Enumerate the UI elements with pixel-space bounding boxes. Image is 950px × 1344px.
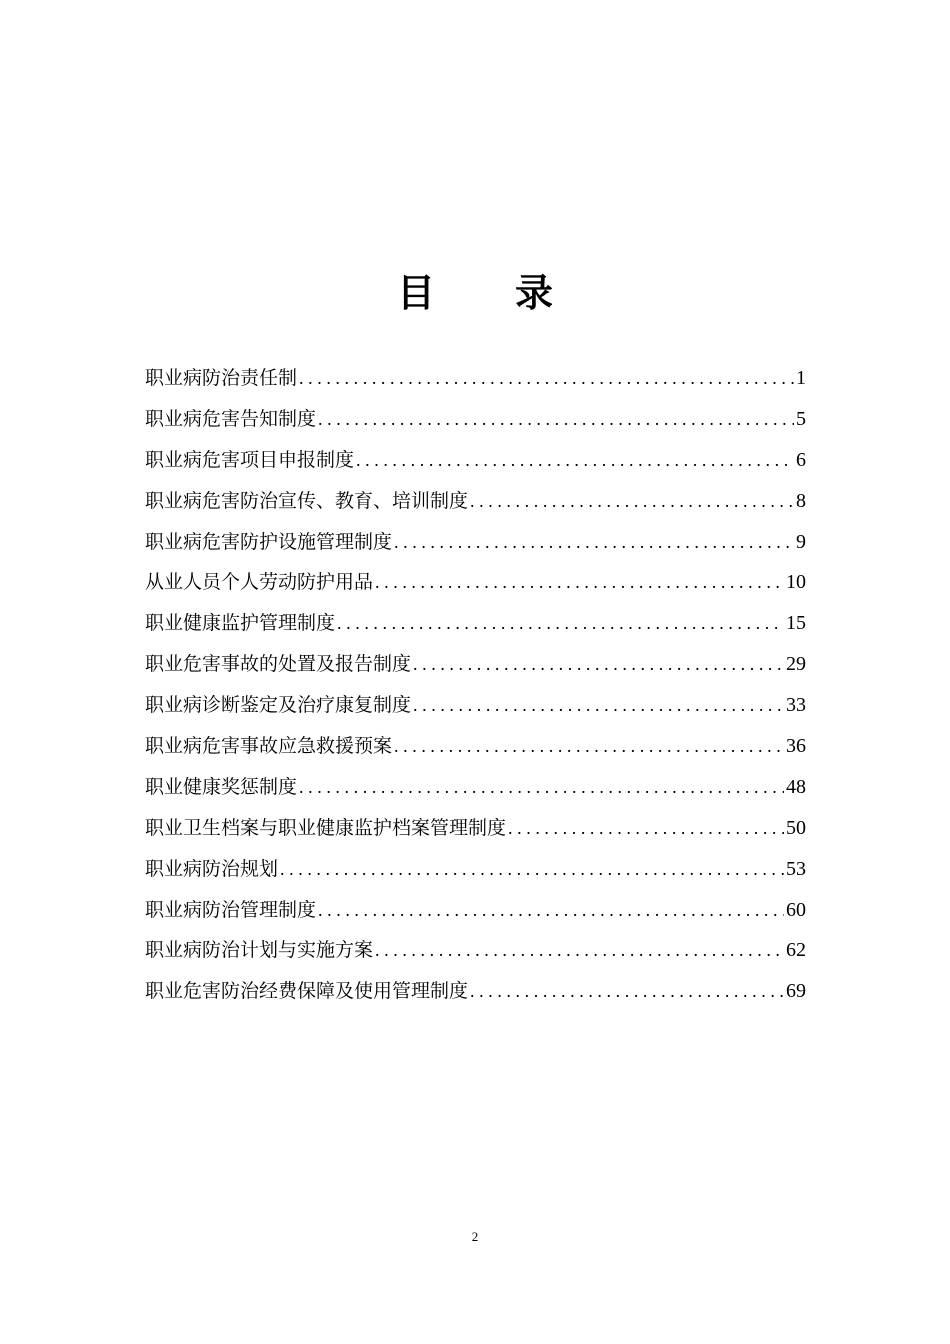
toc-entry-page-number: 9 bbox=[796, 530, 806, 553]
dot-leader bbox=[299, 771, 784, 803]
toc-entry-title: 职业危害事故的处置及报告制度 bbox=[145, 653, 412, 676]
dot-leader bbox=[337, 607, 784, 639]
toc-entry[interactable] bbox=[145, 444, 806, 485]
dot-leader bbox=[299, 362, 794, 394]
dot-leader bbox=[375, 934, 784, 966]
toc-entry-page-number: 10 bbox=[786, 571, 806, 594]
toc-entry[interactable] bbox=[145, 485, 806, 526]
toc-entry-title: 职业危害防治经费保障及使用管理制度 bbox=[145, 980, 469, 1003]
toc-entry-title: 职业病防治规划 bbox=[145, 857, 279, 880]
toc-entry-page-number: 69 bbox=[786, 980, 806, 1003]
toc-entry-title: 职业病危害事故应急救援预案 bbox=[145, 735, 393, 758]
toc-entry-title: 职业卫生档案与职业健康监护档案管理制度 bbox=[145, 816, 507, 839]
toc-entry-page-number: 1 bbox=[796, 367, 806, 389]
toc-entry-page-number: 62 bbox=[786, 939, 806, 962]
toc-entry-title: 职业病防治责任制 bbox=[145, 367, 298, 389]
dot-leader bbox=[413, 648, 784, 680]
page-title-char-1: 目 bbox=[396, 271, 435, 315]
dot-leader bbox=[508, 812, 784, 844]
toc-entry-title: 职业健康奖惩制度 bbox=[145, 775, 298, 798]
toc-entry[interactable] bbox=[145, 894, 806, 935]
toc-entry[interactable] bbox=[145, 771, 806, 812]
toc-entry[interactable] bbox=[145, 812, 806, 853]
toc-entry[interactable] bbox=[145, 362, 806, 403]
toc-entry-title: 职业病危害防治宣传、教育、培训制度 bbox=[145, 489, 469, 512]
toc-entry-title: 职业病防治管理制度 bbox=[145, 898, 317, 921]
toc-entry-title: 职业健康监护管理制度 bbox=[145, 612, 336, 635]
toc-entry[interactable] bbox=[145, 526, 806, 567]
dot-leader bbox=[318, 403, 794, 435]
toc-entry-title: 职业病危害项目申报制度 bbox=[145, 448, 355, 471]
toc-entry-title: 职业病诊断鉴定及治疗康复制度 bbox=[145, 694, 412, 717]
dot-leader bbox=[280, 853, 784, 885]
dot-leader bbox=[356, 444, 794, 476]
toc-entry-title: 职业病危害告知制度 bbox=[145, 407, 317, 430]
dot-leader bbox=[375, 566, 784, 598]
dot-leader bbox=[470, 485, 794, 517]
toc-entry-title: 职业病防治计划与实施方案 bbox=[145, 939, 374, 962]
toc-entry-title: 从业人员个人劳动防护用品 bbox=[145, 571, 374, 594]
table-of-contents bbox=[145, 362, 806, 1016]
toc-entry[interactable] bbox=[145, 607, 806, 648]
page-title-char-2: 录 bbox=[515, 271, 554, 315]
toc-entry-page-number: 29 bbox=[786, 653, 806, 676]
toc-entry[interactable] bbox=[145, 566, 806, 607]
toc-entry-page-number: 15 bbox=[786, 612, 806, 635]
page-number: 2 bbox=[471, 1229, 479, 1244]
toc-entry-page-number: 6 bbox=[796, 448, 806, 471]
toc-entry-page-number: 53 bbox=[786, 857, 806, 880]
dot-leader bbox=[470, 975, 784, 1007]
dot-leader bbox=[394, 526, 794, 558]
toc-entry[interactable] bbox=[145, 403, 806, 444]
toc-entry[interactable] bbox=[145, 975, 806, 1016]
page-title bbox=[0, 262, 950, 317]
dot-leader bbox=[394, 730, 784, 762]
toc-entry[interactable] bbox=[145, 853, 806, 894]
toc-entry[interactable] bbox=[145, 934, 806, 975]
toc-entry-page-number: 8 bbox=[796, 489, 806, 512]
toc-entry[interactable] bbox=[145, 689, 806, 730]
toc-entry-page-number: 5 bbox=[796, 407, 806, 430]
dot-leader bbox=[413, 689, 784, 721]
dot-leader bbox=[318, 894, 784, 926]
toc-entry[interactable] bbox=[145, 730, 806, 771]
toc-entry[interactable] bbox=[145, 648, 806, 689]
toc-entry-page-number: 60 bbox=[786, 898, 806, 921]
toc-entry-page-number: 36 bbox=[786, 735, 806, 758]
toc-entry-page-number: 50 bbox=[786, 816, 806, 839]
toc-entry-title: 职业病危害防护设施管理制度 bbox=[145, 530, 393, 553]
toc-entry-page-number: 33 bbox=[786, 694, 806, 717]
toc-entry-page-number: 48 bbox=[786, 775, 806, 798]
